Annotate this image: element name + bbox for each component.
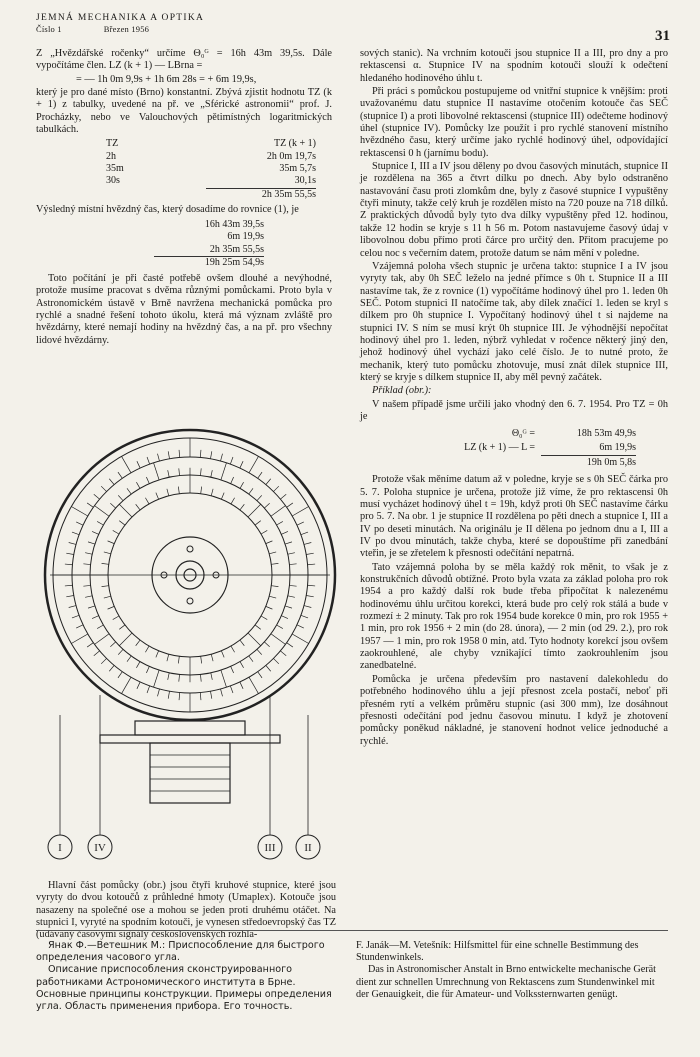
scale-tick [71,634,87,644]
scale-tick [76,522,83,525]
scale-tick [168,673,169,680]
scale-tick [136,482,140,488]
page-number: 31 [655,28,670,44]
scale-tick [69,606,76,608]
scale-tick [156,651,159,658]
scale-tick [271,506,286,517]
scale-tick [231,477,234,484]
paragraph: Z „Hvězdářské ročenky“ určíme Θ₀ᴳ = 16h 43m 39,5s. Dále vypočítáme člen. LZ (k + 1) — LBrna = [36,48,332,72]
scale-tick [179,450,180,458]
example-heading: Příklad (obr.): [372,385,432,397]
scale-tick [308,564,316,565]
scale-tick [292,507,308,517]
scale-tick [95,506,110,517]
sum-total: 19h 25m 54,9s [154,256,264,269]
scale-tick [157,454,159,461]
scale-tick [257,649,262,654]
abstract-title: F. Janák—M. Vetešník: Hilfsmittel für eine schnelle Bestimmung des Stundenwinkels. [356,940,639,964]
scale-tick [269,552,276,554]
scale-tick [72,532,79,535]
scale-tick [156,493,159,500]
scale-tick [277,625,283,629]
scale-tick [261,616,267,620]
scale-tick [288,596,295,597]
scale-tick [168,470,169,477]
scale-tick [287,643,293,647]
time-sum [154,219,332,269]
scale-tick [230,457,233,464]
scale-tick [168,451,169,458]
scale-tick [154,670,160,687]
scale-tick [119,521,125,525]
scale-tick [178,656,179,663]
scale-label-iii: III [264,842,276,854]
scale-tick [118,672,122,678]
scale-tick [92,616,99,619]
scale-tick [240,504,244,510]
scale-label-iv: IV [94,842,106,854]
scale-tick [122,456,132,472]
scale-tick [308,585,316,586]
scale-tick [200,693,201,701]
scale-tick [277,521,283,525]
scale-tick [301,615,308,618]
scale-tick [271,563,278,564]
scale-tick [297,522,304,525]
scale-tick [200,450,201,458]
scale-tick [306,595,313,596]
right-column [360,48,668,749]
scale-tick [71,507,87,517]
scale-tick [221,651,224,658]
scale-tick [211,489,213,496]
scale-tick [248,504,261,517]
scale-tick [146,666,149,673]
paragraph: Protože však měníme datum až v poledne, kryje se s 0h SEČ čárka pro 5. 7. Poloha stupnice je určena, protože již víme, že pro rektascensi 0h musí vycházet hodinový úhel t = 19h, když proti 0h SEČ nastavíme čárku pro 5. 7. Na obr. 1 je stupnice II rozdělena po pěti dnech a stupnice I, III a IV po deseti minutách. Na originálu je II dělena po jednom dnu a I, III a IV po dvou minutách, takže chyba, které se dopouštíme při zanedbání vteřin, je se zřetelem k přesnosti odečítání nepatrná. [360,474,668,560]
table-cell: 35m 5,7s [279,163,316,174]
scale-tick [240,662,244,668]
scale-tick [221,454,223,461]
scale-tick [269,596,276,598]
scale-tick [65,564,73,565]
scale-tick [230,686,233,693]
scale-tick [266,606,273,609]
paragraph: Tato vzájemná poloha by se měla každý rok měnit, to však je z konstrukčních důvodů obtížné. Proto byla vzata za základ poloha pro rok 1954 a pro každý další rok bude třeba připočítat k nalezenému hodinovému úhlu určitou korekci, která bude pro celý rok stálá a bude v rozmezí ± 2 minuty. Tak pro rok 1954 bude korekce 0 min, pro rok 1955 + 1 min, pro rok 1956 + 2 min (do 28. února), — 2 min (od 29. 2.), pro rok 1957 — 1 min, pro rok 1958 0 min, atd. Tyto hodnoty korekcí jsou ovšem zaokrouhlené, ale chyby vznikající tímto zaokrouhlením jsou zanedbatelné. [360,561,668,672]
table-cell: 2h [106,150,116,162]
issue-number: Číslo 1 [36,24,62,34]
scale-tick [101,486,106,491]
scale-tick [104,596,111,598]
scale-tick [167,654,169,661]
scale-tick [97,521,103,525]
scale-tick [273,486,278,491]
scale-tick [240,461,243,468]
scale-tick [179,693,180,701]
scale-tick [146,477,149,484]
scale-tick [201,656,202,663]
abstract-text: Das in Astronomischer Anstalt in Brno entwickelte mechanische Gerät dient zur schnellen Umrechnung von Rektascens zum Stundenwinkel mit der Genauigkeit, die für Amateur- und Volkssternwarten genügt. [356,964,657,1000]
scale-tick [301,532,308,535]
scale-tick [127,656,131,662]
scale-tick [280,494,286,499]
scale-tick [258,472,262,478]
scale-tick [258,672,262,678]
scale-tick [65,585,73,586]
scale-tick [288,553,295,554]
scale-tick [297,625,304,628]
sum-term: 6m 19,9s [227,231,264,243]
scale-tick [271,634,286,645]
scale-tick [83,564,90,565]
scale-tick [92,531,99,534]
scale-tick [108,606,115,609]
sum-term: 2h 35m 55,5s [209,243,264,255]
scale-tick [109,479,114,485]
scale-tick [108,541,115,544]
scale-tick [122,677,132,693]
scale-tick [83,585,90,586]
scale-tick [200,468,201,475]
scale-label-i: I [58,842,62,854]
scale-tick [249,488,253,494]
abstract-divider [36,930,668,931]
scale-tick [211,673,212,680]
scale-tick [119,625,125,629]
axle-housing [135,721,245,735]
scale-tick [88,542,95,544]
table-cell: TZ (k + 1) [273,138,316,150]
eq-rhs: 6m 19,9s [599,442,636,454]
eq-rhs: 18h 53m 49,9s [576,428,636,440]
paragraph: který je pro dané místo (Brno) konstantní. Zbývá zjistit hodnotu TZ (k + 1) z tabulky, uvedené na př. ve „Sférické astronomii“ prof. J. Procházky, nebo ve Valouchových pětimístných logaritmických tabulkách. [36,87,332,136]
paragraph: V našem případě jsme určili jako vhodný den 6. 7. 1954. Pro TZ = 0h je [360,398,668,422]
scale-tick [179,674,180,681]
scale-tick [119,633,132,646]
scale-tick [249,456,259,472]
table-cell: TZ [106,138,119,150]
scale-tick [240,482,244,488]
scale-tick [264,503,269,508]
scale-tick [94,494,100,499]
abstract-text: Описание приспособления сконструированного работниками Астрономического института в Брне. Основные принципы конструкции. Примеры определения угла. Область применения прибора. Его точность. [36,964,332,1013]
scale-tick [167,489,169,496]
scale-tick [249,677,259,693]
scale-tick [211,654,213,661]
running-header [36,13,204,35]
scale-tick [304,606,311,608]
scale-tick [127,488,131,494]
scale-tick [85,553,92,554]
conversion-table [106,138,332,200]
scale-tick [137,682,140,689]
scale-tick [168,691,169,698]
table-cell: 30,1s [294,175,316,187]
scale-tick [118,472,122,478]
scale-tick [248,633,261,646]
scale-tick [102,586,109,587]
scale-tick [221,463,227,480]
scale-tick [136,662,140,668]
scale-tick [145,498,149,504]
scale-tick [95,634,110,645]
scale-tick [266,665,271,671]
scale-tick [145,646,149,652]
figure-caption: Hlavní část pomůcky (obr.) jsou čtyři kruhové stupnice, které jsou vyryty do dvou kotoučů z průhledné hmoty (Umaplex). Kotouče jsou nasazeny na společné ose a mohou se jeden proti druhému otáčet. Na stupnici I, vyryté na spodním kotouči, je vynesen středoevropský čas TZ (udávaný časovými signály československých rozhla- [36,880,336,941]
scale-tick [210,451,211,458]
paragraph: Stupnice I, III a IV jsou děleny po dvou časových minutách, stupnice II je rozdělena na 365 a čtvrt dílku po dnech. Aby bylo odstraněno nastavování času proti zlomkům dne, byly z časové stupnice I vypuštěny čtyři minuty, takže celý kruh je rozdělen místo na 720 pouze na 718 dílků. Z praktických důvodů byly tyto dva dílky vypuštěny před 12. hodinou, takže 12 hodin se kryje s 11 h 56 m. Potom nastavujeme časový údaj v libovolnou dobu přímo proti čárce pro určitý den. Přitom pracujeme po celou noc s večerním datem, protože datum se nám mění v poledne. [360,161,668,259]
issue-date: Březen 1956 [103,24,150,34]
scale-tick [240,640,244,646]
scale-tick [211,470,212,477]
scale-tick [221,493,224,500]
scale-tick [113,530,119,534]
scale-tick [87,643,93,647]
scale-tick [118,649,123,654]
scale-tick [240,682,243,689]
table-cell: 2h 0m 19,7s [266,150,316,162]
table-cell: 30s [106,175,120,187]
scale-tick [72,615,79,618]
scale-tick [249,656,253,662]
scale-tick [119,504,132,517]
scale-tick [306,553,313,554]
left-column [36,48,332,348]
table-total: 2h 35m 55,5s [206,188,316,201]
equation-line: = — 1h 0m 9,9s + 1h 6m 28s = + 6m 19,9s, [76,73,257,85]
paragraph: sových stanic). Na vrchním kotouči jsou stupnice II a III, pro dny a pro rektascensi α. Stupnice IV na spodním kotouči slouží k odečtení hledaného hodinového úhlu t. [360,48,668,84]
example-equation [390,427,668,470]
scale-tick [69,542,76,544]
scale-tick [85,596,92,597]
scale-tick [255,521,261,525]
scale-tick [287,503,293,507]
scale-tick [136,504,140,510]
paragraph: Toto počítání je při časté potřebě ovšem dlouhé a nevýhodné, protože musíme pracovat s dvěma různými pomůckami. Proto byla v Astronomickém ústavě v Brně navržena mechanická pomůcka pro rychlé a snadné řešení tohoto úkolu, která má význam zvláště pro hvězdárny, které nemají hodiny na hvězdný čas, a na př. pro všechny lidové hvězdárny. [36,273,332,346]
scale-tick [210,691,211,698]
scale-tick [147,457,150,464]
paragraph: Vzájemná poloha všech stupnic je určena takto: stupnice I a IV jsou vyryty tak, aby 0h SEČ leželo na jedné přímce s 0h t. Stupnice II a III nastavíme tak, že z rovnice (1) vypočítáme hodinový úhel pro 1. leden 0h SEČ. Potom stupnici II natočíme tak, aby dílek značící 1. leden se kryl s dílkem pro 0h stupnice I. Vypočítaný hodinový úhel t si najdeme na stupnici IV. S ním se musí krýt 0h stupnice III. Je výhodnější nepočítat hodinový úhel pro 1. leden, nýbrž vyhledat v ročence některý jiný den, jehož hodinový úhel vychází jako celé číslo. Je to nutné proto, že mechanik, který tuto pomůcku zhotovuje, musí znát dílek stupnice III, který se kryje s dílkem stupnice II, aby měl pevný začátek. [360,260,668,383]
paragraph: Pomůcka je určena především pro nastavení dalekohledu do potřebného hodinového úhlu a její přesnost zcela postačí, neboť při přesném rytí a velkém průměru stupnic (asi 300 mm), lze dosáhnout přesnosti odečítání pod jednu časovou minutu. I když je zhotovení pomůcky poněkud nákladné, je stanovení hodnot velice jednoduché a rychlé. [360,673,668,747]
scale-tick [157,689,159,696]
scale-tick [231,646,235,652]
scale-tick [94,651,100,656]
scale-tick [97,625,103,629]
scale-tick [285,606,292,608]
scale-tick [66,553,73,554]
scale-tick [231,498,235,504]
scale-tick [289,564,296,565]
scale-tick [118,495,123,500]
scale-tick [304,542,311,544]
scale-tick [87,503,93,507]
scale-tick [266,541,273,544]
eq-lhs: Θ₀ᴳ = [511,428,535,440]
scale-tick [281,531,288,534]
scale-tick [266,479,271,485]
scale-tick [137,461,140,468]
scale-tick [255,625,261,629]
eq-total: 19h 0m 5,8s [541,455,636,470]
scale-tick [109,665,114,671]
scale-tick [201,487,202,494]
scale-tick [285,542,292,544]
scale-tick [264,642,269,647]
scale-tick [261,530,267,534]
scale-tick [179,468,180,475]
scale-label-ii: II [304,842,312,854]
scale-tick [154,463,160,480]
scale-tick [257,495,262,500]
scale-tick [76,625,83,628]
scale-tick [113,616,119,620]
scale-tick [271,586,278,587]
table-cell: 35m [106,163,124,174]
base-block [150,743,230,803]
scale-tick [280,651,286,656]
abstract-german [356,940,668,1001]
eq-lhs: LZ (k + 1) — L = [464,442,535,454]
sum-term: 16h 43m 39,5s [204,219,264,231]
abstract-title: Янак Ф.—Ветешник М.: Приспособление для быстрого определения часового угла. [36,940,325,964]
scale-tick [101,658,106,663]
scale-tick [281,616,288,619]
scale-tick [231,666,234,673]
scale-tick [104,552,111,554]
scale-tick [292,634,308,644]
paragraph: Výsledný místní hvězdný čas, který dosadíme do rovnice (1), je [36,203,299,215]
journal-title: JEMNÁ MECHANIKA A OPTIKA [36,13,205,23]
scale-tick [136,640,140,646]
scale-tick [102,563,109,564]
scale-tick [200,674,201,681]
instrument-figure [40,415,340,880]
paragraph: Při práci s pomůckou postupujeme od vnitřní stupnice k vnějším: proti uvažovanému datu stupnice II nastavíme otočením kotouče čas SEČ (stupnice I) a proti libovolné rektascensi (stupnice III) odečteme hodinový úhel (stupnice IV). Pomůcky lze použít i pro rychlé stanovení místního hvězdného času, který určíme jako rychlé hodinový úhel, odpovídající rektascensi 0 h (jarnímu bodu). [360,86,668,159]
scale-tick [273,658,278,663]
scale-tick [147,686,150,693]
scale-tick [66,595,73,596]
scale-tick [88,606,95,608]
scale-tick [289,585,296,586]
abstract-russian [36,940,336,1013]
scale-tick [178,487,179,494]
scale-tick [110,642,115,647]
scale-tick [110,503,115,508]
scale-tick [221,670,227,687]
scale-tick [221,689,223,696]
